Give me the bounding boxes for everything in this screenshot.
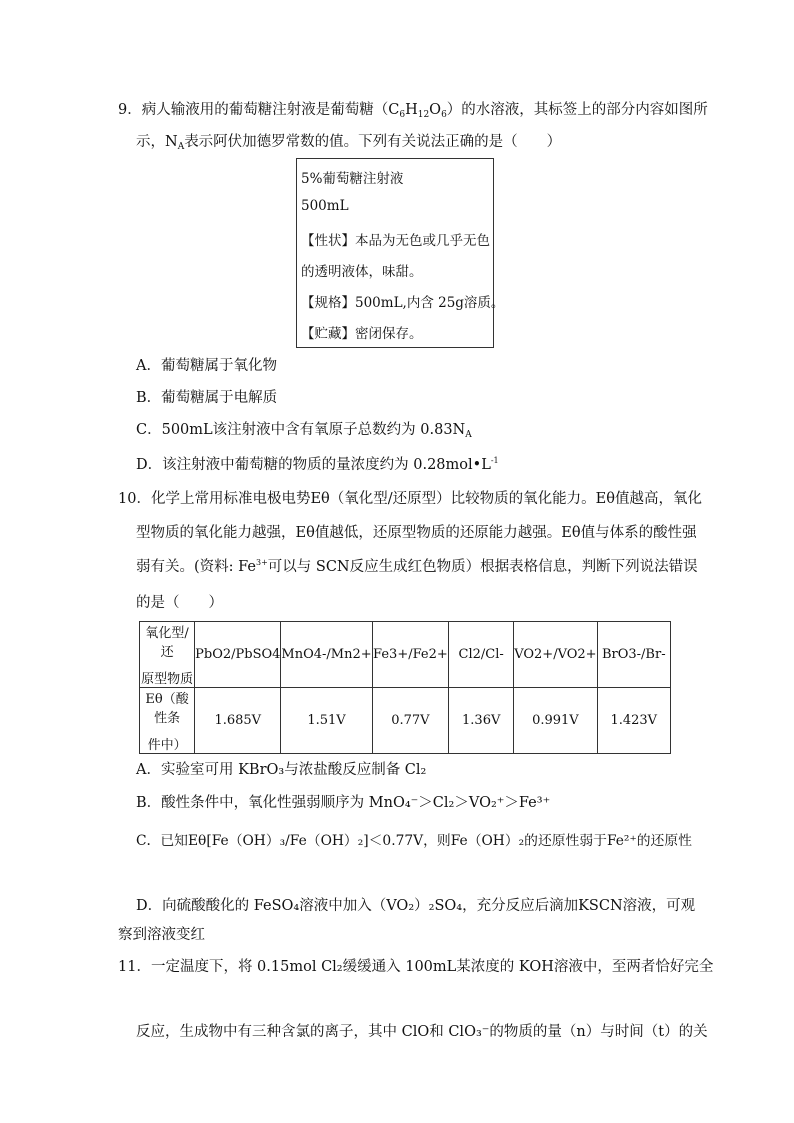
- q9-stem-text-b: ）的水溶液，其标签上的部分内容如图所: [446, 102, 708, 118]
- q9-stem-line2: [136, 132, 561, 152]
- label-line-2: 500mL: [301, 198, 349, 214]
- q10-option-a: A．实验室可用 KBrO₃与浓盐酸反应制备 Cl₂: [136, 762, 427, 778]
- q9-optd-text: D．该注射液中葡萄糖的物质的量浓度约为 0.28mol•L: [136, 457, 491, 473]
- q11-stem-line2: 反应，生成物中有三种含氯的离子，其中 ClO和 ClO₃⁻的物质的量（n）与时间（t）的关: [136, 1024, 708, 1040]
- q10-option-d-line2: 察到溶液变红: [118, 927, 205, 943]
- q9-optd-sup: -1: [490, 456, 499, 465]
- q9-stem2-a: 示，N: [136, 134, 178, 150]
- table-value-row: [140, 688, 671, 754]
- q10-option-c: C．已知Eθ[Fe（OH）₃/Fe（OH）₂]＜0.77V，则Fe（OH）₂的还原性弱于Fe²⁺的还原性: [136, 833, 692, 849]
- q9-sub-c: 6: [399, 110, 406, 120]
- q9-option-c: [136, 420, 472, 440]
- q9-option-a: A．葡萄糖属于氧化物: [136, 358, 277, 374]
- q10-stem3-sup: 3+: [256, 558, 268, 567]
- row-label-l2: 件中）: [147, 738, 187, 753]
- label-line-6: 【贮藏】密闭保存。: [301, 326, 423, 342]
- electrode-potential-table: [139, 621, 671, 754]
- header-label-l2: 原型物质: [141, 672, 194, 687]
- q10-stem3-b: 可以与 SCN反应生成红色物质）根据表格信息，判断下列说法错误: [267, 559, 698, 575]
- glucose-label-box: [296, 158, 505, 348]
- table-row-label: [140, 688, 195, 754]
- table-value-cell: 1.36V: [449, 688, 514, 754]
- table-value-cell: 1.685V: [195, 688, 281, 754]
- table-header-cell: Cl2/Cl-: [449, 622, 514, 688]
- table-header-cell: VO2+/VO2+: [514, 622, 597, 688]
- table-header-cell: MnO4-/Mn2+: [281, 622, 372, 688]
- label-line-1: 5%葡萄糖注射液: [301, 171, 404, 187]
- q9-sub-h: 12: [417, 110, 430, 120]
- q9-option-b: B．葡萄糖属于电解质: [136, 390, 278, 406]
- table-header-row: [140, 622, 671, 688]
- table-value-cell: 1.423V: [597, 688, 670, 754]
- label-line-4: 的透明液体，味甜。: [301, 264, 423, 280]
- q9-optc-text: C．500mL该注射液中含有氧原子总数约为 0.83N: [136, 422, 466, 438]
- q10-stem-line2: 型物质的氧化能力越强，Eθ值越低，还原型物质的还原能力越强。Eθ值与体系的酸性强: [136, 525, 697, 541]
- q9-sub-o: 6: [441, 110, 447, 120]
- q10-option-b: B．酸性条件中，氧化性强弱顺序为 MnO₄⁻＞Cl₂＞VO₂⁺＞Fe³⁺: [136, 795, 551, 811]
- header-label-l1: 氧化型/还: [145, 626, 189, 660]
- q10-stem-line3: [136, 557, 698, 577]
- q10-stem3-a: 弱有关。(资料: Fe: [136, 559, 256, 575]
- row-label-l1: Eθ（酸性条: [145, 692, 189, 726]
- q9-h: H: [405, 102, 418, 118]
- q11-stem-line1: 11．一定温度下，将 0.15mol Cl₂缓缓通入 100mL某浓度的 KOH溶液中，至两者恰好完全: [118, 959, 714, 975]
- table-value-cell: 0.77V: [372, 688, 449, 754]
- table-value-cell: 1.51V: [281, 688, 372, 754]
- table-header-cell: Fe3+/Fe2+: [372, 622, 449, 688]
- q9-stem-text-a: 9．病人输液用的葡萄糖注射液是葡萄糖（C: [118, 102, 400, 118]
- table-value-cell: 0.991V: [514, 688, 597, 754]
- q10-stem-line4: 的是（ ）: [136, 595, 223, 611]
- q9-option-d: [136, 455, 499, 475]
- table-header-label: [140, 622, 195, 688]
- q9-stem2-b: 表示阿伏加德罗常数的值。下列有关说法正确的是（ ）: [184, 134, 562, 150]
- q9-o: O: [429, 102, 442, 118]
- label-line-3: 【性状】本品为无色或几乎无色: [301, 233, 490, 249]
- q10-option-d-line1: D．向硫酸酸化的 FeSO₄溶液中加入（VO₂）₂SO₄，充分反应后滴加KSCN溶液，可观: [136, 898, 696, 914]
- q9-stem-line1: [118, 100, 708, 120]
- q10-stem-line1: 10．化学上常用标准电极电势Eθ（氧化型/还原型）比较物质的氧化能力。Eθ值越高，氧化: [118, 491, 702, 507]
- q9-stem2-sub: A: [177, 142, 185, 152]
- q9-optc-sub: A: [465, 430, 472, 440]
- table-header-cell: PbO2/PbSO4: [195, 622, 281, 688]
- table-header-cell: BrO3-/Br-: [597, 622, 670, 688]
- label-line-5: 【规格】500mL,内含 25g溶质。: [301, 295, 505, 311]
